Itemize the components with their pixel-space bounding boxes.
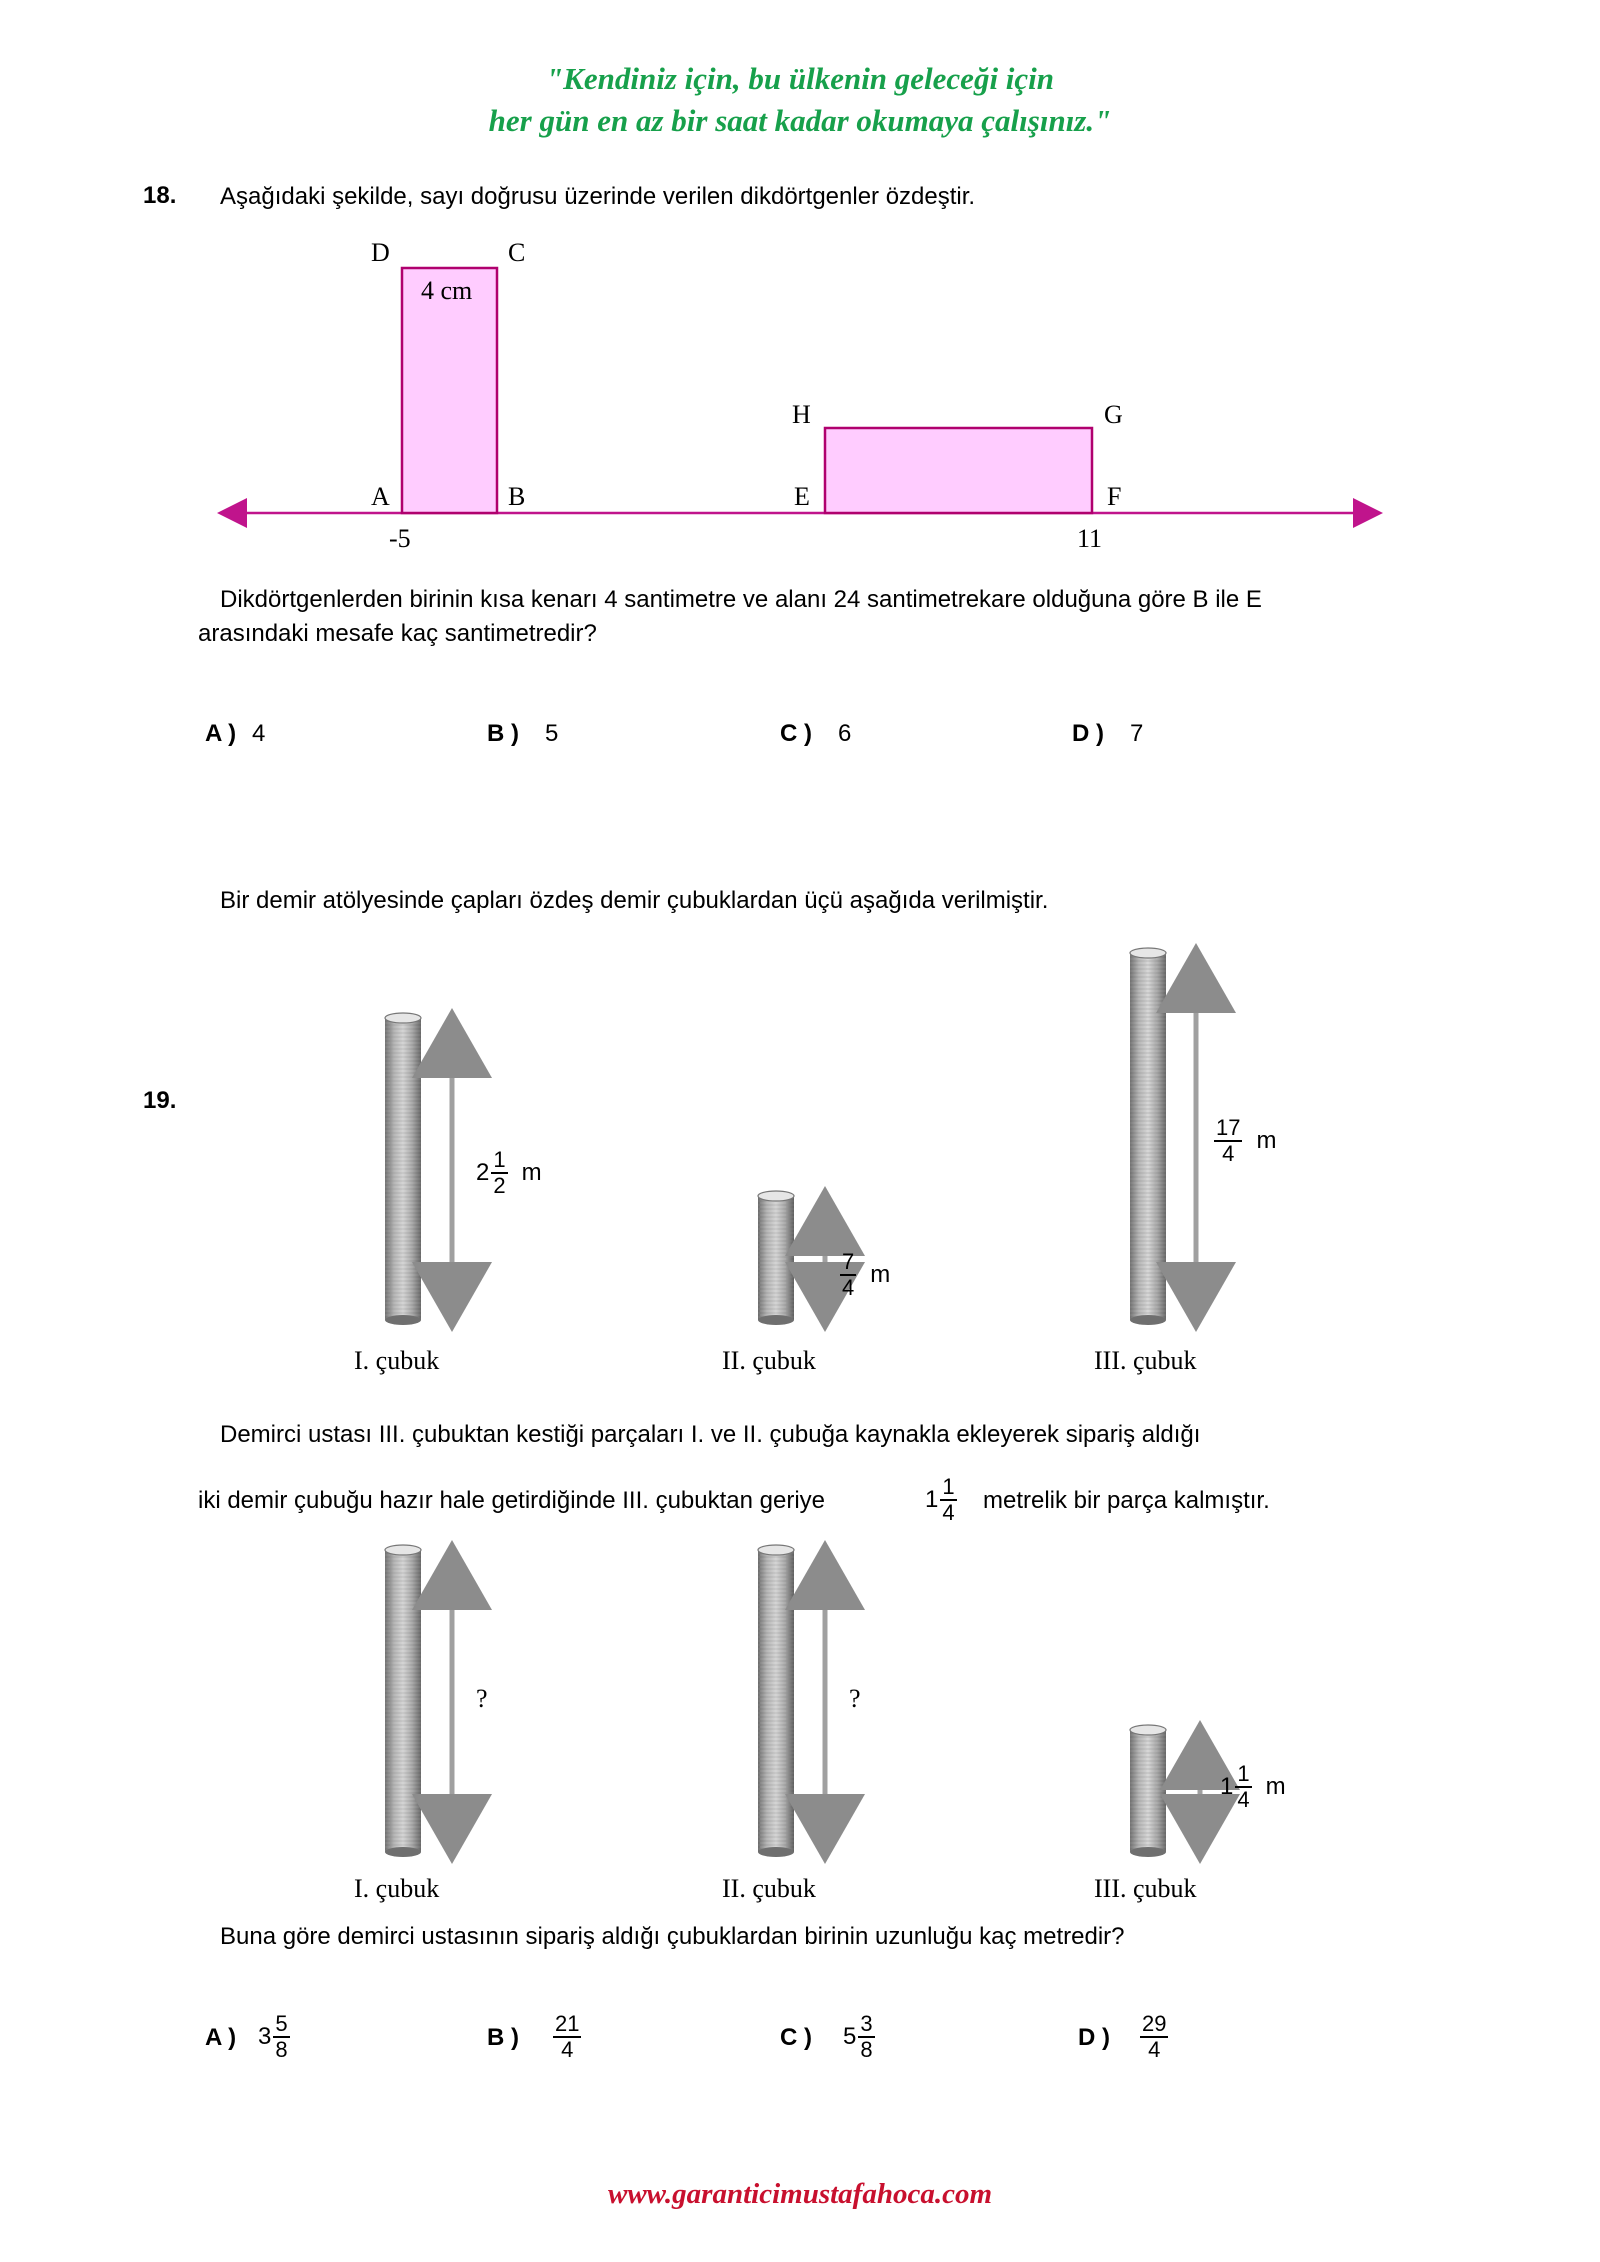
label-e: E [794, 482, 810, 511]
q19-option-d-letter[interactable]: D ) [1078, 2024, 1110, 2051]
label-c: C [508, 238, 526, 267]
question-19-prompt: Buna göre demirci ustasının sipariş aldığı çubuklardan birinin uzunluğu kaç metredir? [220, 1923, 1125, 1950]
rod-3-after [1130, 1725, 1166, 1857]
rod-3-before [1130, 948, 1166, 1325]
question-19-mid-line-2a: iki demir çubuğu hazır hale getirdiğinde III. çubuktan geriye [198, 1487, 826, 1514]
q18-option-d-letter[interactable]: D ) [1072, 720, 1104, 747]
rod-3-after-caption: III. çubuk [1094, 1874, 1197, 1903]
rod-1-after [385, 1545, 421, 1857]
label-d: D [371, 238, 390, 267]
q18-option-b-value: 5 [545, 720, 559, 747]
rod-3-denominator: 4 [1222, 1141, 1235, 1166]
q18-option-a-letter[interactable]: A ) [205, 720, 237, 747]
rod-2-denominator: 4 [842, 1275, 855, 1300]
quote-line-2: her gün en az bir saat kadar okumaya çalışınız." [488, 103, 1112, 138]
q18-option-a-value: 4 [252, 720, 266, 747]
q19-option-c-letter[interactable]: C ) [780, 2024, 812, 2051]
q19-option-a-letter[interactable]: A ) [205, 2024, 237, 2051]
rod-2-before [758, 1191, 794, 1325]
question-18-body-line-2: arasındaki mesafe kaç santimetredir? [198, 620, 597, 647]
q19-option-c-value [843, 2012, 875, 2062]
q19-option-c-denominator: 8 [860, 2037, 873, 2062]
rod-2-caption: II. çubuk [722, 1346, 816, 1375]
remaining-piece-length [925, 1475, 957, 1525]
rod-1-whole: 2 [476, 1159, 490, 1186]
q19-option-b-letter[interactable]: B ) [487, 2024, 519, 2051]
rod-1-caption: I. çubuk [354, 1346, 440, 1375]
rod-1-before [385, 1013, 421, 1325]
rod-3-after-unit: m [1265, 1773, 1286, 1800]
rod-1-after-caption: I. çubuk [354, 1874, 440, 1903]
rod-2-after-unknown: ? [849, 1684, 861, 1713]
q19-option-d-value [1140, 2012, 1168, 2062]
rod-2-length [840, 1250, 890, 1300]
rod-3-after-numerator: 1 [1237, 1761, 1250, 1786]
question-19-intro: Bir demir atölyesinde çapları özdeş demir çubuklardan üçü aşağıda verilmiştir. [220, 887, 1049, 914]
q19-option-c-whole: 5 [843, 2023, 857, 2050]
q18-option-c-value: 6 [838, 720, 852, 747]
rod-1-denominator: 2 [493, 1173, 506, 1198]
q19-option-b-numerator: 21 [555, 2011, 580, 2036]
q18-option-d-value: 7 [1130, 720, 1144, 747]
remaining-numerator: 1 [942, 1474, 955, 1499]
label-f: F [1107, 482, 1122, 511]
question-19-mid-line-1: Demirci ustası III. çubuktan kestiği parçaları I. ve II. çubuğa kaynakla ekleyerek sipariş aldığı [220, 1421, 1201, 1448]
rod-3-after-whole: 1 [1220, 1773, 1234, 1800]
rod-3-after-length [1220, 1762, 1286, 1812]
tick-label-a: -5 [389, 524, 411, 553]
question-19-mid-line-2b: metrelik bir parça kalmıştır. [983, 1487, 1270, 1514]
rod-2-numerator: 7 [842, 1249, 855, 1274]
label-a: A [371, 482, 390, 511]
rod-1-numerator: 1 [493, 1147, 506, 1172]
rod-3-unit: m [1256, 1127, 1277, 1154]
rod-3-numerator: 17 [1216, 1115, 1241, 1140]
label-g: G [1104, 400, 1123, 429]
rod-3-caption: III. çubuk [1094, 1346, 1197, 1375]
quote-line-1: "Kendiniz için, bu ülkenin geleceği için [545, 61, 1055, 96]
rod-1-unit: m [521, 1159, 542, 1186]
question-18-intro: Aşağıdaki şekilde, sayı doğrusu üzerinde verilen dikdörtgenler özdeştir. [220, 183, 976, 210]
label-h: H [792, 400, 811, 429]
q19-option-a-value [258, 2012, 290, 2062]
rod-1-length [476, 1148, 542, 1198]
question-18-body-line-1: Dikdörtgenlerden birinin kısa kenarı 4 santimetre ve alanı 24 santimetrekare olduğuna göre B ile E [220, 586, 1262, 613]
rod-1-after-unknown: ? [476, 1684, 488, 1713]
rod-3-after-denominator: 4 [1237, 1787, 1250, 1812]
q19-option-a-numerator: 5 [275, 2011, 288, 2036]
label-b: B [508, 482, 526, 511]
question-18-number: 18. [143, 182, 177, 209]
q19-option-a-denominator: 8 [275, 2037, 288, 2062]
q19-option-a-whole: 3 [258, 2023, 272, 2050]
question-19-number: 19. [143, 1087, 177, 1114]
remaining-whole: 1 [925, 1486, 939, 1513]
tick-label-f: 11 [1077, 524, 1103, 553]
rod-2-after-caption: II. çubuk [722, 1874, 816, 1903]
q19-option-c-numerator: 3 [860, 2011, 873, 2036]
remaining-denominator: 4 [942, 1500, 955, 1525]
q18-option-b-letter[interactable]: B ) [487, 720, 519, 747]
rod-2-after [758, 1545, 794, 1857]
side-length-label: 4 cm [421, 276, 473, 305]
q19-option-b-denominator: 4 [561, 2037, 574, 2062]
rod-2-unit: m [870, 1261, 891, 1288]
q19-option-d-numerator: 29 [1142, 2011, 1167, 2036]
q18-option-c-letter[interactable]: C ) [780, 720, 812, 747]
rod-3-length [1214, 1116, 1276, 1166]
q19-option-d-denominator: 4 [1148, 2037, 1161, 2062]
footer-url[interactable]: www.garanticimustafahoca.com [607, 2178, 993, 2210]
q19-option-b-value [553, 2012, 581, 2062]
